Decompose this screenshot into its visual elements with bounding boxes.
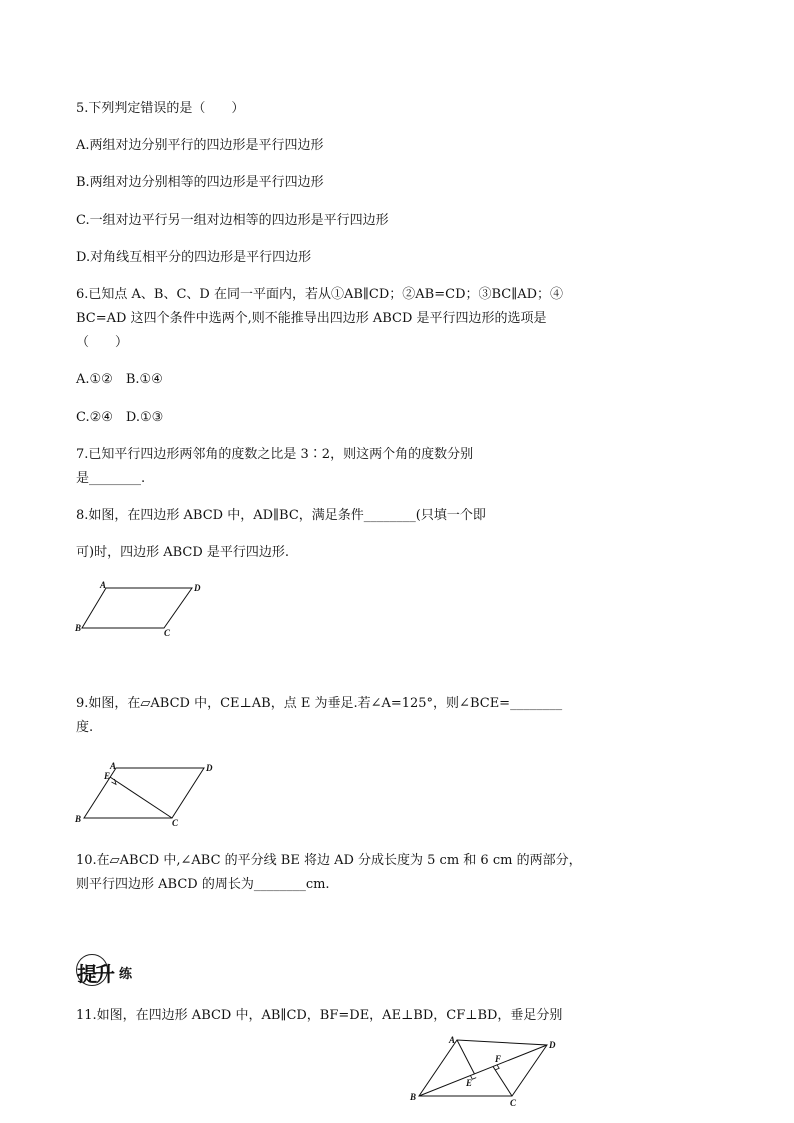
q6-stem-line3: （ ） bbox=[76, 335, 129, 350]
fig8-label-d: D bbox=[194, 583, 201, 593]
badge-main-text: 提升 bbox=[77, 962, 113, 986]
q11-parallelogram-figure bbox=[405, 1032, 560, 1112]
q6-options-ab: A.①② B.①④ bbox=[76, 372, 163, 387]
q5-option-b: B.两组对边分别相等的四边形是平行四边形 bbox=[76, 175, 324, 190]
fig9-label-e: E bbox=[104, 771, 111, 781]
section-badge-improve bbox=[76, 952, 144, 986]
q10-stem-line2: 则平行四边形 ABCD 的周长为________cm. bbox=[76, 877, 330, 892]
q7-stem-line1: 7.已知平行四边形两邻角的度数之比是 3∶2，则这两个角的度数分别 bbox=[76, 447, 474, 462]
fig11-label-b: B bbox=[410, 1092, 417, 1102]
q9-stem-line1: 9.如图，在▱ABCD 中，CE⊥AB，点 E 为垂足.若∠A=125°，则∠BCE=________ bbox=[76, 696, 563, 711]
fig9-label-c: C bbox=[172, 818, 179, 828]
q6-stem-line2: BC=AD 这四个条件中选两个,则不能推导出四边形 ABCD 是平行四边形的选项是 bbox=[76, 311, 547, 326]
q6-stem-line1: 6.已知点 A、B、C、D 在同一平面内，若从①AB∥CD；②AB=CD；③BC∥AD；④ bbox=[76, 287, 564, 302]
q11-stem-line1: 11.如图，在四边形 ABCD 中，AB∥CD，BF=DE，AE⊥BD，CF⊥BD，垂足分别 bbox=[76, 1008, 563, 1023]
fig11-label-c: C bbox=[510, 1098, 517, 1108]
q9-parallelogram-figure bbox=[72, 758, 222, 830]
q6-options-cd: C.②④ D.①③ bbox=[76, 410, 164, 425]
fig11-label-e: E bbox=[466, 1078, 473, 1088]
q5-option-c: C.一组对边平行另一组对边相等的四边形是平行四边形 bbox=[76, 213, 389, 228]
fig9-label-a: A bbox=[110, 761, 117, 771]
fig8-label-b: B bbox=[75, 623, 82, 633]
fig9-label-d: D bbox=[206, 763, 213, 773]
q8-stem-line2: 可)时，四边形 ABCD 是平行四边形. bbox=[76, 545, 290, 560]
fig11-label-a: A bbox=[449, 1035, 456, 1045]
q8-parallelogram-figure bbox=[72, 578, 212, 640]
fig11-label-d: D bbox=[549, 1040, 556, 1050]
fig9-label-b: B bbox=[75, 814, 82, 824]
badge-sub-text: 练 bbox=[119, 967, 133, 982]
fig11-label-f: F bbox=[495, 1054, 502, 1064]
q9-stem-line2: 度. bbox=[76, 720, 94, 735]
q5-stem: 5.下列判定错误的是（ ） bbox=[76, 101, 245, 116]
fig8-label-c: C bbox=[164, 628, 171, 638]
q7-stem-line2: 是________. bbox=[76, 471, 146, 486]
q5-option-a: A.两组对边分别平行的四边形是平行四边形 bbox=[76, 138, 324, 153]
q5-option-d: D.对角线互相平分的四边形是平行四边形 bbox=[76, 250, 312, 265]
q8-stem-line1: 8.如图，在四边形 ABCD 中，AD∥BC，满足条件________(只填一个即 bbox=[76, 508, 486, 523]
fig8-label-a: A bbox=[100, 580, 107, 590]
q10-stem-line1: 10.在▱ABCD 中,∠ABC 的平分线 BE 将边 AD 分成长度为 5 cm 和 6 cm 的两部分， bbox=[76, 853, 582, 868]
